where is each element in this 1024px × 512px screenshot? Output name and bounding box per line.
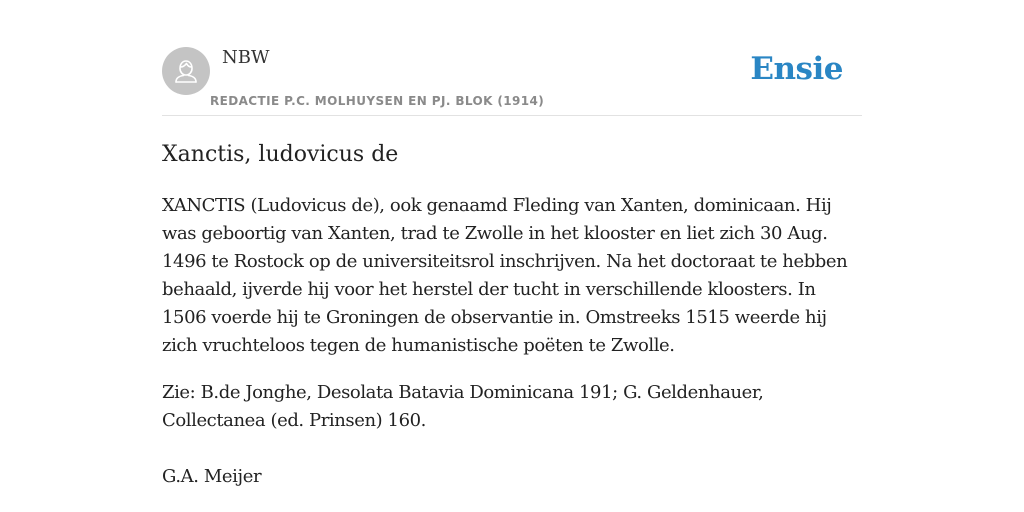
header-divider [162, 115, 862, 116]
article-author: G.A. Meijer [162, 466, 262, 487]
article-paragraph: XANCTIS (Ludovicus de), ook genaamd Fleding van Xanten, dominicaan. Hij was geboortig van Xanten, trad te Zwolle in het klooster en liet zich 30 Aug. 1496 te Rostock op de universiteitsrol inschrijven. Na het doctoraat te hebben behaald, ijverde hij voor het herstel der tucht in verschillende kloosters. In 1506 voerde hij te Groningen de observantie in. Omstreeks 1515 weerde hij zich vruchteloos tegen de humanistische poëten te Zwolle. [162, 195, 848, 356]
source-name[interactable]: NBW [222, 47, 270, 68]
article-title: Xanctis, ludovicus de [162, 142, 399, 167]
user-icon [172, 57, 200, 85]
brand-logo[interactable]: Ensie [750, 51, 843, 87]
source-avatar[interactable] [162, 47, 210, 95]
article-references: Zie: B.de Jonghe, Desolata Batavia Dominicana 191; G. Geldenhauer, Collectanea (ed. Prinsen) 160. [162, 382, 764, 431]
source-subtitle: REDACTIE P.C. MOLHUYSEN EN PJ. BLOK (1914) [210, 94, 545, 108]
